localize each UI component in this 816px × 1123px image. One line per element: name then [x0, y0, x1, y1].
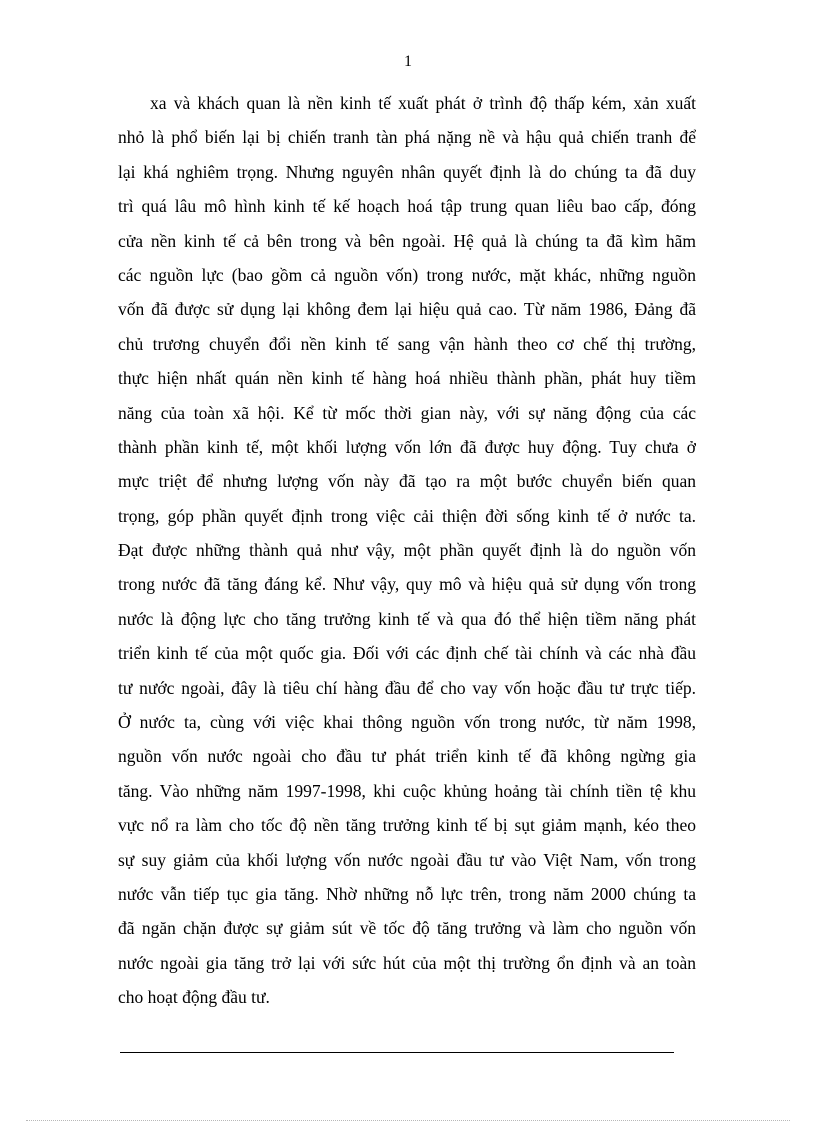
- paragraph-line: cửa nền kinh tế cả bên trong và bên ngoài. Hệ quả là chúng ta đã kìm hãm: [118, 230, 696, 251]
- paragraph-line: các nguồn lực (bao gồm cả nguồn vốn) trong nước, mặt khác, những nguồn: [118, 264, 696, 285]
- body-paragraph: [118, 86, 696, 1015]
- paragraph-line: năng của toàn xã hội. Kể từ mốc thời gian này, với sự năng động của các: [118, 402, 696, 423]
- paragraph-line: Đạt được những thành quả như vậy, một phần quyết định là do nguồn vốn: [118, 540, 696, 561]
- paragraph-line: chủ trương chuyển đổi nền kinh tế sang vận hành theo cơ chế thị trường,: [118, 333, 696, 354]
- paragraph-line: lại khá nghiêm trọng. Nhưng nguyên nhân quyết định là do chúng ta đã duy: [118, 161, 696, 182]
- paragraph-line: vực nổ ra làm cho tốc độ nền tăng trưởng kinh tế bị sụt giảm mạnh, kéo theo: [118, 815, 696, 836]
- paragraph-line: đã ngăn chặn được sự giảm sút về tốc độ tăng trưởng và làm cho nguồn vốn: [118, 918, 696, 939]
- paragraph-line: Ở nước ta, cùng với việc khai thông nguồn vốn trong nước, từ năm 1998,: [118, 712, 696, 733]
- paragraph-line: trọng, góp phần quyết định trong việc cải thiện đời sống kinh tế ở nước ta.: [118, 505, 696, 526]
- page-number: 1: [404, 53, 412, 70]
- paragraph-line: nước vẫn tiếp tục gia tăng. Nhờ những nỗ lực trên, trong năm 2000 chúng ta: [118, 883, 696, 904]
- paragraph-line: nước ngoài gia tăng trở lại với sức hút của một thị trường ổn định và an toàn: [118, 952, 696, 973]
- page-edge-dotted-line: [26, 1120, 790, 1121]
- paragraph-line: mực triệt để nhưng lượng vốn này đã tạo ra một bước chuyển biến quan: [118, 471, 696, 492]
- footer-divider: [120, 1052, 674, 1053]
- paragraph-line: tăng. Vào những năm 1997-1998, khi cuộc khủng hoảng tài chính tiền tệ khu: [118, 780, 696, 801]
- paragraph-line: thực hiện nhất quán nền kinh tế hàng hoá nhiều thành phần, phát huy tiềm: [118, 368, 696, 389]
- paragraph-line: nhỏ là phổ biến lại bị chiến tranh tàn phá nặng nề và hậu quả chiến tranh để: [118, 127, 696, 148]
- paragraph-line: cho hoạt động đầu tư.: [118, 987, 270, 1008]
- paragraph-line: thành phần kinh tế, một khối lượng vốn lớn đã được huy động. Tuy chưa ở: [118, 436, 696, 457]
- paragraph-line: nguồn vốn nước ngoài cho đầu tư phát triển kinh tế đã không ngừng gia: [118, 746, 696, 767]
- paragraph-line: vốn đã được sử dụng lại không đem lại hiệu quả cao. Từ năm 1986, Đảng đã: [118, 299, 696, 320]
- paragraph-line: tư nước ngoài, đây là tiêu chí hàng đầu để cho vay vốn hoặc đầu tư trực tiếp.: [118, 677, 696, 698]
- paragraph-line: nước là động lực cho tăng trưởng kinh tế và qua đó thể hiện tiềm năng phát: [118, 608, 696, 629]
- paragraph-line: sự suy giảm của khối lượng vốn nước ngoài đầu tư vào Việt Nam, vốn trong: [118, 849, 696, 870]
- paragraph-line: xa và khách quan là nền kinh tế xuất phát ở trình độ thấp kém, xản xuất: [150, 93, 696, 113]
- paragraph-line: trong nước đã tăng đáng kể. Như vậy, quy mô và hiệu quả sử dụng vốn trong: [118, 574, 696, 595]
- paragraph-line: triển kinh tế của một quốc gia. Đối với các định chế tài chính và các nhà đầu: [118, 643, 696, 664]
- paragraph-line: trì quá lâu mô hình kinh tế kế hoạch hoá tập trung quan liêu bao cấp, đóng: [118, 196, 696, 217]
